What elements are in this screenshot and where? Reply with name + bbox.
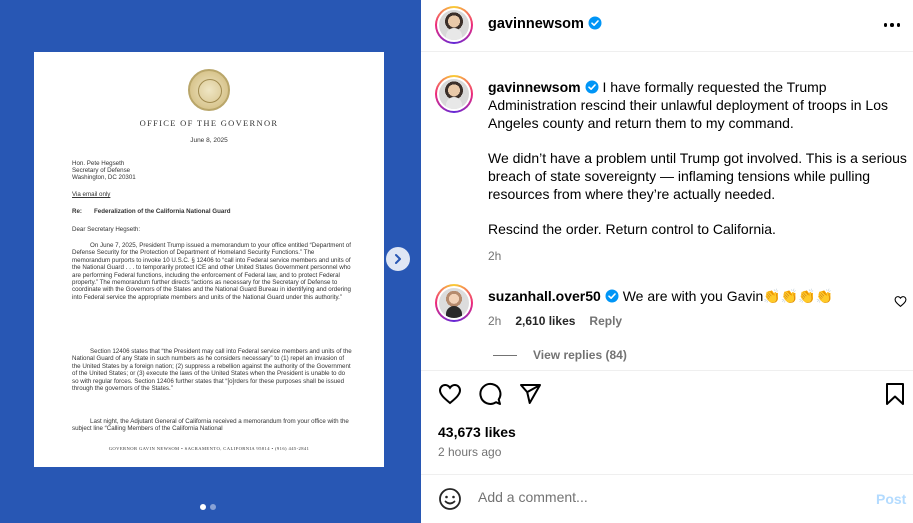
caption-text: I have formally requested the Trump Administration rescind their unlawful deployment of troops in Los Angeles county and return them to my command. xyxy=(488,79,888,131)
share-button[interactable] xyxy=(518,382,544,408)
carousel-indicator xyxy=(200,504,216,510)
like-comment-button[interactable] xyxy=(894,295,907,313)
emoji-button[interactable] xyxy=(438,487,462,511)
letter-subject xyxy=(72,208,352,215)
author-username-header[interactable] xyxy=(488,16,602,32)
state-seal-icon xyxy=(188,69,230,111)
caption-text: Rescind the order. Return control to California. xyxy=(488,221,776,237)
author-avatar[interactable] xyxy=(435,6,473,44)
verified-badge-icon xyxy=(585,80,599,94)
comment-username[interactable]: suzanhall.over50 xyxy=(488,288,601,304)
like-button[interactable] xyxy=(438,382,464,408)
comment-button[interactable] xyxy=(478,382,504,408)
letter-re-label: Re: xyxy=(72,208,82,215)
caption-author-avatar[interactable] xyxy=(435,75,473,113)
commenter-avatar[interactable] xyxy=(435,284,473,322)
post-header xyxy=(421,0,913,52)
reply-button[interactable]: Reply xyxy=(589,314,623,328)
post-media xyxy=(0,0,421,523)
letter-paragraph: Last night, the Adjutant General of California received a memorandum from your office with the subject line “Calling Members of the California National xyxy=(72,418,349,433)
view-replies-label[interactable]: View replies (84) xyxy=(533,348,627,362)
verified-badge-icon xyxy=(588,16,602,30)
comment-text: We are with you Gavin👏👏👏👏 xyxy=(622,288,834,304)
heart-outline-icon xyxy=(894,295,907,308)
comment xyxy=(488,287,888,305)
letter-footer: GOVERNOR GAVIN NEWSOM • SACRAMENTO, CALIFORNIA 95814 • (916) 445-2841 xyxy=(108,446,310,451)
comment-time: 2h xyxy=(488,314,502,328)
smiley-icon xyxy=(438,487,462,511)
post-side-panel xyxy=(421,0,913,523)
carousel-dot xyxy=(200,504,206,510)
letter-recipient-line: Secretary of Defense xyxy=(72,167,131,174)
caption-username[interactable]: gavinnewsom xyxy=(488,79,581,95)
verified-badge-icon xyxy=(605,289,619,303)
post-likes-count[interactable]: 43,673 likes xyxy=(438,424,516,440)
letter-recipient-line: Hon. Pete Hegseth xyxy=(72,160,125,167)
letter-via: Via email only xyxy=(72,191,111,198)
letter-salutation: Dear Secretary Hegseth: xyxy=(72,226,141,233)
post-caption xyxy=(488,78,908,255)
chevron-right-icon xyxy=(392,253,404,265)
letter-office-title: OFFICE OF THE GOVERNOR xyxy=(139,118,279,128)
view-replies-button[interactable] xyxy=(493,348,627,362)
caption-time: 2h xyxy=(488,249,502,263)
letter-paragraph: Section 12406 states that “the President may call into Federal service members and units of the National Guard of any State in such numbers as he considers necessary” to (1) repel an invasion of the United States by a foreign nation; (2) suppress a rebellion against the authority of the Government of the United States; or (3) execute the laws of the United States when the President is unable to do so with regular forces. Section 12406 further states that “[o]rders for these purposes shall be issued through the governors of the States.” xyxy=(72,348,352,393)
letter-date: June 8, 2025 xyxy=(190,137,228,144)
next-slide-button[interactable] xyxy=(386,247,410,271)
bookmark-icon xyxy=(884,382,906,406)
heart-outline-icon xyxy=(438,382,462,406)
more-options-button[interactable] xyxy=(881,15,903,35)
letter-re-subject: Federalization of the California National Guard xyxy=(94,208,231,215)
paper-plane-icon xyxy=(518,382,542,406)
comment-composer xyxy=(421,474,913,523)
comment-meta xyxy=(488,314,622,328)
post-timestamp[interactable]: 2 hours ago xyxy=(438,445,502,459)
actions-divider xyxy=(421,370,913,371)
comment-input[interactable] xyxy=(478,489,858,505)
post-comment-button[interactable]: Post xyxy=(876,491,907,507)
comment-bubble-icon xyxy=(478,382,502,406)
replies-divider xyxy=(493,355,517,356)
letter-paragraph: On June 7, 2025, President Trump issued a memorandum to your office entitled “Department of Defense Security for the Protection of Department of Homeland Security Functions.” The memorandum purports to invoke 10 U.S.C. § 12406 to “call into Federal service members and units of the National Guard . . . to temporarily protect ICE and other United States Government personnel who are performing Federal functions, including the enforcement of Federal law, and to protect Federal property.” The memorandum further directs “actions as necessary for the Secretary of Defense to coordinate with the Governors of the States and the National Guard Bureau in identifying and ordering into Federal service the appropriate members and units of the National Guard under this authority.” xyxy=(72,242,351,301)
save-button[interactable] xyxy=(884,382,910,408)
caption-text: We didn’t have a problem until Trump got involved. This is a serious breach of state sovereignty — inflaming tensions while pulling resources from where they’re actually needed. xyxy=(488,150,907,202)
author-username-text[interactable]: gavinnewsom xyxy=(488,16,584,32)
letter-recipient-line: Washington, DC 20301 xyxy=(72,174,136,181)
carousel-dot xyxy=(210,504,216,510)
letter-image xyxy=(34,52,384,467)
comment-likes[interactable]: 2,610 likes xyxy=(515,314,576,328)
